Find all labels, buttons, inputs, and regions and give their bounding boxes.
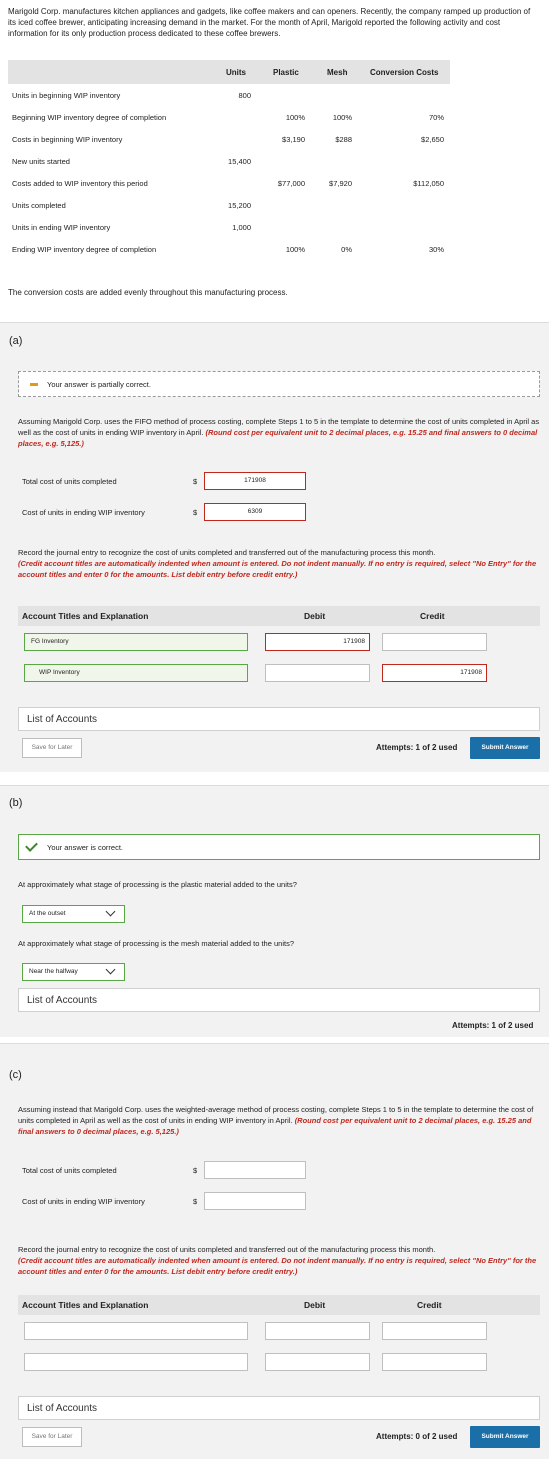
table-row-label: Costs in beginning WIP inventory [12,135,123,144]
table-row-label: Ending WIP inventory degree of completion [12,245,157,254]
table-cell: $77,000 [277,179,305,188]
table-cell: 1,000 [232,223,251,232]
rounding-note: (Round cost per equivalent unit to 2 decimal places, e.g. 15.25 and final answers to 0 decimal places, e.g. 5,125.) [18,1116,532,1136]
partial-icon [30,383,38,386]
table-row-label: Units in beginning WIP inventory [12,91,121,100]
journal-instructions [18,547,540,580]
journal-account-2[interactable]: WIP Inventory [24,664,248,682]
ending-wip-label: Cost of units in ending WIP inventory [22,508,145,517]
list-of-accounts-label: List of Accounts [27,995,98,1006]
plastic-question: At approximately what stage of processing is the plastic material added to the units? [18,880,297,889]
save-for-later-button[interactable]: Save for Later [22,738,82,758]
journal-account-1[interactable] [24,1322,248,1340]
list-of-accounts-label: List of Accounts [27,714,98,725]
table-cell: 70% [428,113,444,122]
debit-col-header: Debit [304,611,326,621]
correct-notice [18,834,540,860]
part-b-letter: (b) [9,797,23,809]
journal-debit-2[interactable] [265,664,370,682]
submit-answer-button[interactable]: Submit Answer [470,1426,540,1448]
mesh-question: At approximately what stage of processing is the mesh material added to the units? [18,939,294,948]
journal-debit-1[interactable]: 171908 [265,633,370,651]
chevron-down-icon [106,907,116,917]
journal-account-1[interactable]: FG Inventory [24,633,248,651]
journal-credit-1[interactable] [382,1322,487,1340]
ending-wip-label: Cost of units in ending WIP inventory [22,1197,145,1206]
table-cell: 30% [428,245,444,254]
part-c-letter: (c) [9,1069,22,1081]
instructions-text: Assuming instead that Marigold Corp. uses the weighted-average method of process costing, complete Steps 1 to 5 in the template to determine the cost of units completed in April as well as the cost of units in ending WIP inventory in April. [18,1105,534,1125]
chevron-down-icon [106,965,116,975]
table-cell: 100% [285,113,305,122]
notice-text: Your answer is correct. [47,843,124,852]
journal-note: (Credit account titles are automatically indented when amount is entered. Do not indent manually. If no entry is required, select "No Entry" for the account titles and enter 0 for the amounts. List debit entry before credit entry.) [18,559,537,579]
submit-answer-button[interactable]: Submit Answer [470,737,540,759]
part-a-instructions [18,416,540,449]
select-value: At the outset [29,910,66,917]
col-mesh: Mesh [327,68,348,77]
problem-intro: Marigold Corp. manufactures kitchen appliances and gadgets, like coffee makers and can openers. Recently, the company ramped up production of its iced coffee brewer, anticipating increasing demand in the market. For the month of April, Marigold reported the following activity and cost information for its only production process dedicated to these coffee brewers. [8,7,531,38]
table-row-label: Units in ending WIP inventory [12,223,111,232]
table-row-label: New units started [12,157,70,166]
table-cell: $2,650 [421,135,444,144]
notice-text: Your answer is partially correct. [47,380,151,389]
account-col-header: Account Titles and Explanation [22,1300,149,1310]
journal-credit-2[interactable] [382,1353,487,1371]
table-cell: $3,190 [282,135,305,144]
account-col-header: Account Titles and Explanation [22,611,149,621]
select-value: Near the halfway [29,968,78,975]
journal-instructions [18,1244,540,1277]
total-cost-input[interactable]: 171908 [204,472,306,490]
debit-col-header: Debit [304,1300,326,1310]
rounding-note: (Round cost per equivalent unit to 2 decimal places, e.g. 15.25 and final answers to 0 decimal places, e.g. 5,125.) [18,428,538,448]
journal-debit-1[interactable] [265,1322,370,1340]
instructions-text: Assuming Marigold Corp. uses the FIFO method of process costing, complete Steps 1 to 5 in the template to determine the cost of units completed in April as well as the cost of units in ending WIP inventory in April. [18,417,540,437]
table-cell: 100% [332,113,352,122]
table-cell: $7,920 [329,179,352,188]
total-cost-label: Total cost of units completed [22,1166,117,1175]
total-cost-input[interactable] [204,1161,306,1179]
journal-text: Record the journal entry to recognize the cost of units completed and transferred out of the manufacturing process this month. [18,1245,436,1254]
credit-col-header: Credit [417,1300,442,1310]
attempts-count: Attempts: 1 of 2 used [452,1021,534,1030]
table-cell: $288 [335,135,352,144]
dollar-sign: $ [193,1197,198,1206]
list-of-accounts-link[interactable] [18,1396,540,1420]
table-cell: 15,400 [228,157,251,166]
dollar-sign: $ [193,1166,198,1175]
plastic-stage-select[interactable] [22,905,125,923]
table-cell: 15,200 [228,201,251,210]
mesh-stage-select[interactable] [22,963,125,981]
col-plastic: Plastic [273,68,299,77]
journal-debit-2[interactable] [265,1353,370,1371]
table-row-label: Beginning WIP inventory degree of completion [12,113,167,122]
partial-correct-notice [18,371,540,397]
table-row-label: Units completed [12,201,66,210]
table-cell: 100% [285,245,305,254]
list-of-accounts-link[interactable] [18,707,540,731]
table-row-label: Costs added to WIP inventory this period [12,179,148,188]
dollar-sign: $ [193,477,198,486]
col-units: Units [226,68,246,77]
ending-wip-input[interactable]: 6309 [204,503,306,521]
journal-credit-1[interactable] [382,633,487,651]
col-conversion-costs: Conversion Costs [370,68,439,77]
list-of-accounts-link[interactable] [18,988,540,1012]
table-cell: 800 [238,91,251,100]
journal-credit-2[interactable]: 171908 [382,664,487,682]
dollar-sign: $ [193,508,198,517]
save-for-later-button[interactable]: Save for Later [22,1427,82,1447]
journal-text: Record the journal entry to recognize the cost of units completed and transferred out of the manufacturing process this month. [18,548,436,557]
journal-note: (Credit account titles are automatically indented when amount is entered. Do not indent manually. If no entry is required, select "No Entry" for the account titles and enter 0 for the amounts. List debit entry before credit entry.) [18,1256,537,1276]
table-cell: 0% [341,245,352,254]
part-c-instructions [18,1104,540,1137]
part-a-letter: (a) [9,335,23,347]
ending-wip-input[interactable] [204,1192,306,1210]
credit-col-header: Credit [420,611,445,621]
journal-account-2[interactable] [24,1353,248,1371]
attempts-count: Attempts: 1 of 2 used [376,743,458,752]
conversion-note: The conversion costs are added evenly throughout this manufacturing process. [8,288,288,297]
table-cell: $112,050 [413,179,444,188]
total-cost-label: Total cost of units completed [22,477,117,486]
list-of-accounts-label: List of Accounts [27,1403,98,1414]
attempts-count: Attempts: 0 of 2 used [376,1432,458,1441]
check-icon [25,839,38,852]
